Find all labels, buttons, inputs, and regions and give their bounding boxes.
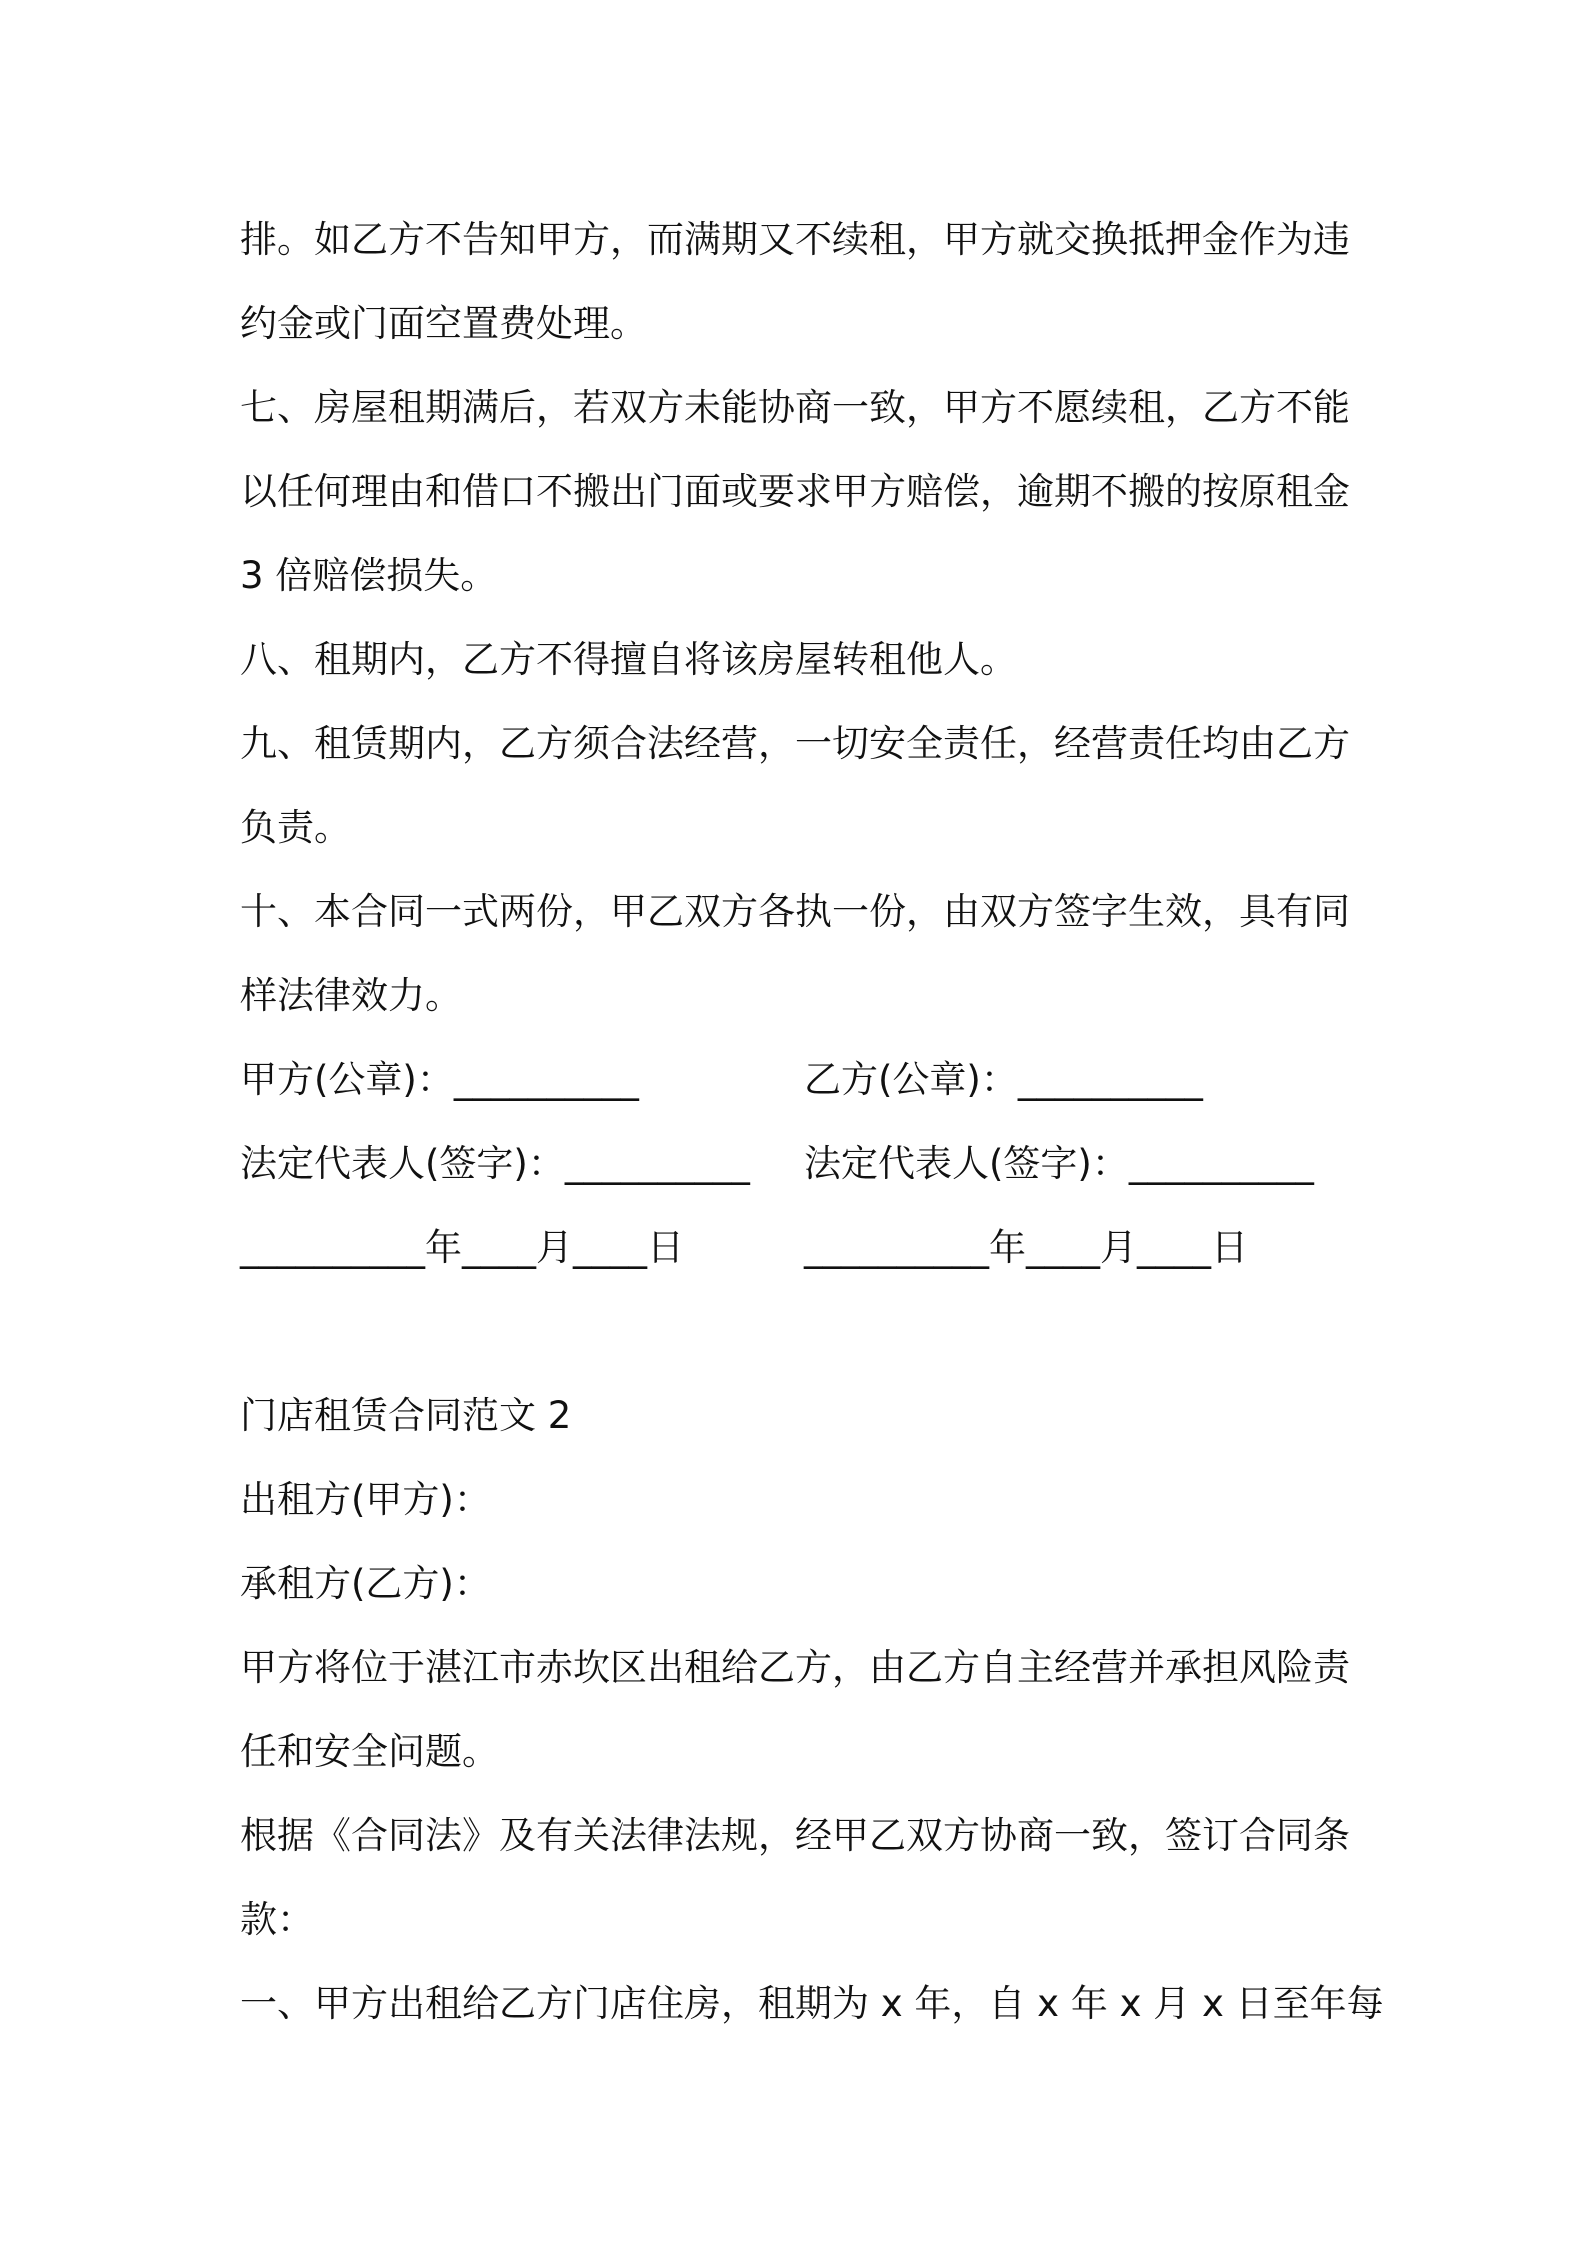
clause-1-line: 一、甲方出租给乙方门店住房，租期为 x 年，自 x 年 x 月 x 日至年每 bbox=[240, 1982, 1384, 2025]
text-line: 排。如乙方不告知甲方，而满期又不续租，甲方就交换抵押金作为违 bbox=[240, 218, 1350, 261]
lessor-line: 出租方(甲方)： bbox=[240, 1478, 491, 1521]
text-line: 约金或门面空置费处理。 bbox=[240, 302, 647, 345]
signature-date-row bbox=[240, 1206, 1360, 1290]
clause-7-line: 七、房屋租期满后，若双方未能协商一致，甲方不愿续租，乙方不能 bbox=[240, 386, 1350, 429]
clause-9-line: 九、租赁期内，乙方须合法经营，一切安全责任，经营责任均由乙方 bbox=[240, 722, 1350, 765]
party-b-rep-field: 法定代表人(签字)：__________ bbox=[804, 1142, 1314, 1185]
party-a-rep-field: 法定代表人(签字)：__________ bbox=[240, 1142, 750, 1185]
basis-line: 根据《合同法》及有关法律法规，经甲乙双方协商一致，签订合同条 bbox=[240, 1814, 1350, 1857]
clause-10-line: 十、本合同一式两份，甲乙双方各执一份，由双方签字生效，具有同 bbox=[240, 890, 1350, 933]
party-a-date-field: __________年____月____日 bbox=[240, 1226, 684, 1269]
clause-7-line: 3 倍赔偿损失。 bbox=[240, 554, 498, 597]
clause-10-line: 样法律效力。 bbox=[240, 974, 462, 1017]
clause-9-line: 负责。 bbox=[240, 806, 351, 849]
intro-line: 任和安全问题。 bbox=[240, 1730, 499, 1773]
clause-8-line: 八、租期内，乙方不得擅自将该房屋转租他人。 bbox=[240, 638, 1017, 681]
lessee-line: 承租方(乙方)： bbox=[240, 1562, 491, 1605]
section-2-title: 门店租赁合同范文 2 bbox=[240, 1394, 572, 1437]
signature-seal-row bbox=[240, 1038, 1360, 1122]
signature-rep-row bbox=[240, 1122, 1360, 1206]
party-b-date-field: __________年____月____日 bbox=[804, 1226, 1248, 1269]
basis-line: 款： bbox=[240, 1898, 314, 1941]
intro-line: 甲方将位于湛江市赤坎区出租给乙方，由乙方自主经营并承担风险责 bbox=[240, 1646, 1350, 1689]
party-a-seal-field: 甲方(公章)：__________ bbox=[240, 1058, 639, 1101]
section-spacer bbox=[240, 1290, 1360, 1374]
clause-7-line: 以任何理由和借口不搬出门面或要求甲方赔偿，逾期不搬的按原租金 bbox=[240, 470, 1350, 513]
party-b-seal-field: 乙方(公章)：__________ bbox=[804, 1058, 1203, 1101]
document-body bbox=[240, 198, 1384, 2046]
